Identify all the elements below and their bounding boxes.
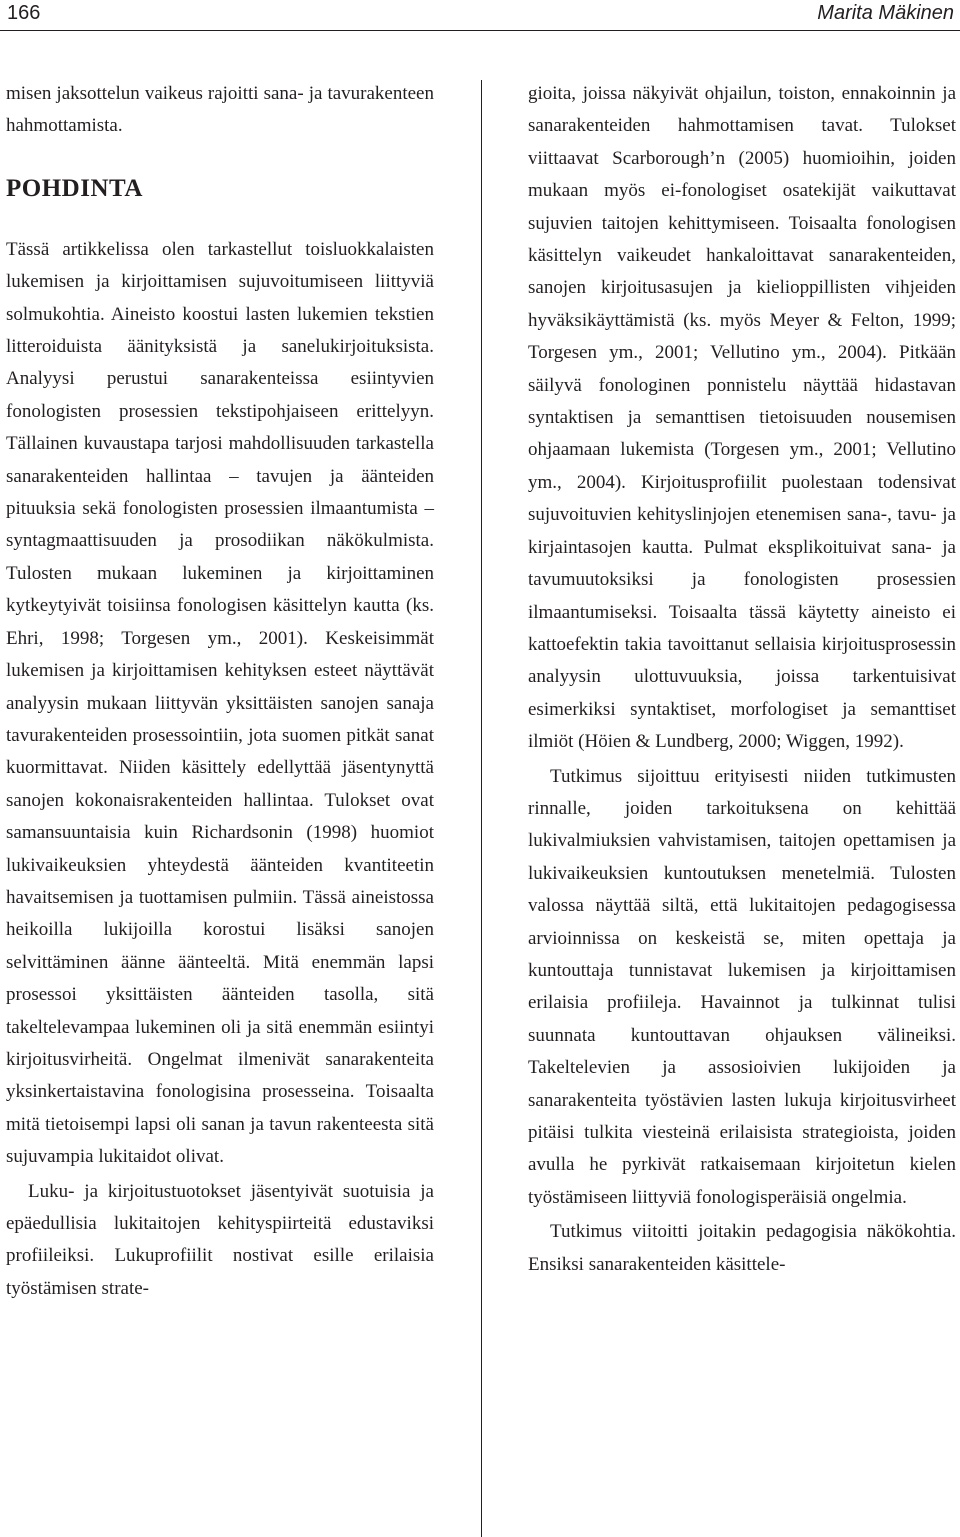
paragraph-discussion-2: Luku- ja kirjoitustuotokset jäsentyivät suotuisia ja epäedullisia lukitaitojen kehityspiirteitä edustaviksi profiileiksi. Lukuprofiilit nostivat esille erilaisia työstämisen strate- bbox=[6, 1180, 434, 1299]
paragraph-continuation: misen jaksottelun vaikeus rajoitti sana- ja tavurakenteen hahmottamista. bbox=[6, 83, 434, 137]
paragraph-discussion-1: Tässä artikkelissa olen tarkastellut toisluokkalaisten lukemisen ja kirjoittamisen sujuvoitumiseen liittyviä solmukohtia. Aineisto koostui lasten lukemien tekstien litteroiduista äänityksistä ja sanelukirjoituksista. Analyysi perustui sanarakenteissa esiintyvien fonologisten prosessien tekstipohjaiseen erittelyyn. Tällainen kuvaustapa tarjosi mahdollisuuden tarkastella sanarakenteiden hallintaa – tavujen ja äänteiden pituuksia sekä fonologisten prosessien ilmaantumista – syntagmaattisuuden ja prosodiikan näkökulmista. Tulosten mukaan lukeminen ja kirjoittaminen kytkeytyivät toisiinsa fonologisen käsittelyn kautta (ks. Ehri, 1998; Torgesen ym., 2001). Keskeisimmät lukemisen ja kirjoittamisen kehityksen esteet näyttävät analyysin mukaan liittyvän yksittäisten sanojen sanaja tavurakenteiden prosessointiin, jota suomen pitkät sanat kuormittavat. Niiden käsittely edellyttää jäsentynyttä sanojen kokonaisrakenteiden hallintaa. Tulokset ovat samansuuntaisia kuin Richardsonin (1998) huomiot lukivaikeuksien yhteydestä äänteiden kvantiteetin havaitsemisen ja tuottamisen pulmiin. Tässä aineistossa heikoilla lukijoilla korostui lisäksi sanojen selvittäminen äänne äänteeltä. Mitä enemmän lapsi prosessoi yksittäisten äänteiden tasolla, sitä takeltelevampaa lukeminen oli ja sitä enemmän esiintyi kirjoitusvirheitä. Ongelmat ilmenivät sanarakenteita yksinkertaistavina fonologisina prosesseina. Toisaalta mitä tietoisempi lapsi oli sanan ja tavun rakenteesta sitä sujuvampia lukitaidot olivat. bbox=[6, 238, 434, 1168]
section-heading: POHDINTA bbox=[6, 174, 143, 202]
right-column bbox=[528, 78, 956, 1281]
paragraph-discussion-4: Tutkimus viitoitti joitakin pedagogisia näkökohtia. Ensiksi sanarakenteiden käsittele- bbox=[528, 1221, 956, 1275]
running-head-author: Marita Mäkinen bbox=[817, 2, 954, 24]
page-header bbox=[0, 0, 960, 31]
column-divider bbox=[481, 80, 482, 1537]
paragraph-discussion-2-cont: gioita, joissa näkyivät ohjailun, toiston, ennakoinnin ja sanarakenteiden hahmottamisen tavat. Tulokset viittaavat Scarborough’n (2005) huomioihin, joiden mukaan myös ei-fonologiset osatekijät vaikuttavat sujuvien taitojen kehittymiseen. Toisaalta fonologisen käsittelyn vaikeudet hankaloittavat sanarakenteiden, sanojen kirjoitusasujen ja kielioppillisten vihjeiden hyväksikäyttämistä (ks. myös Meyer & Felton, 1999; Torgesen ym., 2001; Vellutino ym., 2004). Pitkään säilyvä fonologinen ponnistelu näyttää hidastavan syntaktisen ja semanttisen tietoisuuden nousemisen ohjaamaan lukemista (Torgesen ym., 2001; Vellutino ym., 2004). Kirjoitusprofiilit puolestaan todensivat sujuvoituvien kehityslinjojen etenemisen sana-, tavu- ja kirjaintasojen kautta. Pulmat eksplikoituivat sana- ja tavumuutoksiksi ja fonologisten prosessien ilmaantumiseksi. Toisaalta tässä käytetty aineisto ei kattoefektin takia tavoittanut sellaisia kirjoitusprosessin analyysin ulottuvuuksia, joissa tarkentuisivat esimerkiksi syntaktiset, morfologiset ja semanttiset ilmiöt (Höien & Lundberg, 2000; Wiggen, 1992). bbox=[528, 83, 956, 753]
page-number: 166 bbox=[7, 2, 41, 24]
paragraph-discussion-3: Tutkimus sijoittuu erityisesti niiden tutkimusten rinnalle, joiden tarkoituksena on kehittää lukivalmiuksien vahvistamisen, taitojen opettamisen ja lukivaikeuksien kuntoutuksen menetelmiä. Tulosten valossa näyttää siltä, että lukitaitojen pedagogisessa arvioinnissa on keskeistä se, miten opettaja ja kuntouttaja tunnistavat lukemisen ja kirjoittamisen erilaisia profiileja. Havainnot ja tulkinnat tulisi suunnata kuntouttavan ohjauksen välineiksi. Takeltelevien ja assosioivien lukijoiden ja sanarakenteita työstävien lasten lukuja kirjoitusvirheet pitäisi tulkita viesteinä erilaisista strategioista, joiden avulla he pyrkivät ratkaisemaan kirjoitetun kielen työstämiseen liittyviä fonologisperäisiä ongelmia. bbox=[528, 765, 956, 1208]
left-column bbox=[6, 78, 434, 1305]
